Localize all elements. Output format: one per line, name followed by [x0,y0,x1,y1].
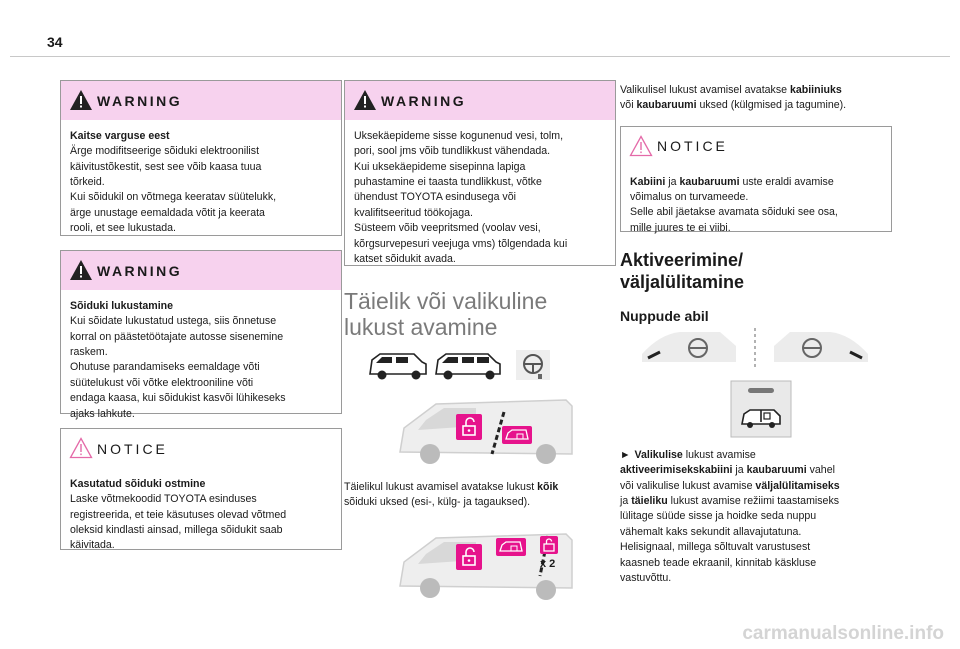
text-run: ja [620,495,632,508]
box-title: Sõiduki lukustamine [70,300,174,312]
notice-triangle-icon [69,437,93,459]
watermark: carmanualsonline.info [742,623,944,644]
van-unlock-illustration [396,392,576,468]
warning-triangle-icon [69,89,93,111]
box-line: korral on päästetöötajate autosse sisenemine [70,330,284,343]
warning-triangle-icon [353,89,377,111]
unlock-rear-door-icon [540,536,558,554]
box-line: pori, sool jms võib tundlikkust vähendada. [354,145,551,158]
box-line: Selle abil jäetakse avamata sõiduki see osa, [630,206,838,219]
box-line: tõrkeid. [70,176,105,189]
warning-heading: WARNING [381,92,467,109]
box-line: katset sõidukit avada. [354,252,456,265]
text-run: uste eraldi avamise [739,175,834,188]
box-line: Ärge modifitseerige sõiduki elektroonilist [70,145,260,158]
box-line: rooli, et see lukustada. [70,222,176,235]
dashboard-illustration [640,326,870,370]
van-long-icon [436,354,500,380]
steering-wheel-icon [516,350,550,380]
warning-header [61,251,341,290]
text-line: Helisignaal, millega sõltuvalt varustusest [620,541,811,554]
notice-heading: NOTICE [97,440,168,457]
box-line: süütelukust või võtke elektrooniline võti [70,376,254,389]
bold-run: kabiiniuks [789,84,842,96]
box-title: Kasutatud sõiduki ostmine [70,478,206,490]
box-line: raskem. [70,346,108,359]
activation-paragraph [620,448,892,586]
column-right [620,80,892,584]
bold-run: Valikulise [634,449,683,461]
notice-triangle-icon [629,135,653,157]
box-line: endaga kaasa, kui sõidukist kasvõi lühikeseks [70,392,286,405]
text-run: või valikulise lukust avamise [620,479,756,492]
column-middle [344,80,616,570]
box-line: Ohutuse parandamiseks eemaldage võti [70,361,260,374]
press-twice-label: x 2 [540,558,556,570]
bold-run: kaubaruumi [636,99,697,112]
text-run: Valikulisel lukust avamisel avatakse [620,84,790,96]
van-short-icon [370,354,426,380]
page-number: 34 [47,34,63,50]
selective-unlock-button-icon [730,380,792,438]
warning-header [61,81,341,120]
unlock-front-door-icon [456,544,482,570]
selective-intro-paragraph [620,83,892,114]
text-run: vahel [806,464,835,477]
box-line: ärge unustage eemaldada võtit ja keerata [70,206,265,219]
full-unlock-paragraph [344,480,616,511]
box-title: Kaitse varguse eest [70,130,170,142]
text-run: ja [665,175,680,188]
bold-run: kaubaruumi [679,175,740,188]
unlock-front-door-icon [456,414,482,440]
box-line: Kui sõidate lukustatud ustega, siis õnnetuse [70,315,277,328]
box-line: käivitada. [70,539,115,552]
warning-triangle-icon [69,259,93,281]
sub-title-buttons: Nuppude abil [620,307,709,324]
column-left [60,80,342,550]
warning-box-locking [60,250,342,420]
warning-heading: WARNING [97,262,183,279]
box-line: Süsteem võib veepritsmed (voolav vesi, [354,222,541,235]
text-line: vähemalt kaks sekundit allavajutatuna. [620,525,802,538]
bold-run: Kabiini [630,175,666,188]
box-line: Kui sõidukil on võtmega keeratav süütelukk, [70,191,277,204]
unlock-side-door-icon [496,538,526,556]
box-line: oleksid kindlasti ainsad, millega sõidukit saab [70,524,283,537]
section-title-activation: Aktiveerimine/ väljalülitamine [620,249,745,293]
notice-body [621,166,891,246]
box-line: Uksekäepideme sisse kogunenud vesi, tolm, [354,130,564,142]
text-line: sõiduki uksed (esi-, külg- ja tagauksed). [344,496,531,509]
notice-heading: NOTICE [657,138,728,155]
warning-box-theft [60,80,342,236]
box-line: Kui uksekäepideme sisepinna lapiga [354,160,526,173]
vehicle-variants-illustration [366,348,556,384]
text-line: vastuvõttu. [620,571,672,584]
bold-run: täieliku [631,495,668,508]
notice-body [61,468,341,564]
box-line: Laske võtmekoodid TOYOTA esinduses [70,493,257,506]
bold-run: kõik [537,481,559,493]
notice-header [61,429,341,468]
notice-box-separate-doors [620,126,892,232]
text-line: kaasneb teade ekraanil, kinnitab käskluse [620,556,817,569]
box-line: võimalus on turvameede. [630,191,749,204]
text-run: uksed (külgmised ja tagumine). [696,99,847,112]
text-run: Täielikul lukust avamisel avatakse lukust [344,481,538,493]
section-title-unlocking: Täielik või valikuline lukust avamine [344,288,548,341]
warning-box-handle [344,80,616,266]
text-run: lukust avamise režiimi taastamiseks [667,495,840,508]
warning-body [61,290,341,432]
top-divider [10,56,950,57]
notice-box-used-vehicle [60,428,342,550]
warning-body [61,120,341,247]
notice-header [621,127,891,166]
box-line: kõrgsurvepesuri veejuga vms) tõlgendada kui [354,237,568,250]
warning-header [345,81,615,120]
warning-heading: WARNING [97,92,183,109]
bold-run: kaubaruumi [746,464,807,477]
box-line: registreerida, et teie käsutuses olevad võtmed [70,508,287,521]
bold-run: väljalülitamiseks [755,479,840,492]
box-line: ühendust TOYOTA esindusega või [354,191,516,204]
text-line: lülitage süüde sisse ja hoidke seda nuppu [620,510,817,523]
box-line: ajaks lahkute. [70,407,135,420]
text-run: lukust avamise [682,449,756,461]
unlock-side-door-icon [502,426,532,444]
box-line: puhastamine ei taasta tundlikkust, võtke [354,176,542,189]
text-run: või [620,99,637,112]
box-line: käivitustõkestit, sest see võib kaasa tuua [70,160,262,173]
warning-body [345,120,615,277]
bullet-arrow-icon: ► [620,449,631,461]
bold-run: aktiveerimisekskabiini [620,464,733,477]
text-run: ja [732,464,747,477]
box-line: kvalifitseeritud töökojaga. [354,206,473,219]
box-line: mille juures te ei viibi. [630,221,731,234]
